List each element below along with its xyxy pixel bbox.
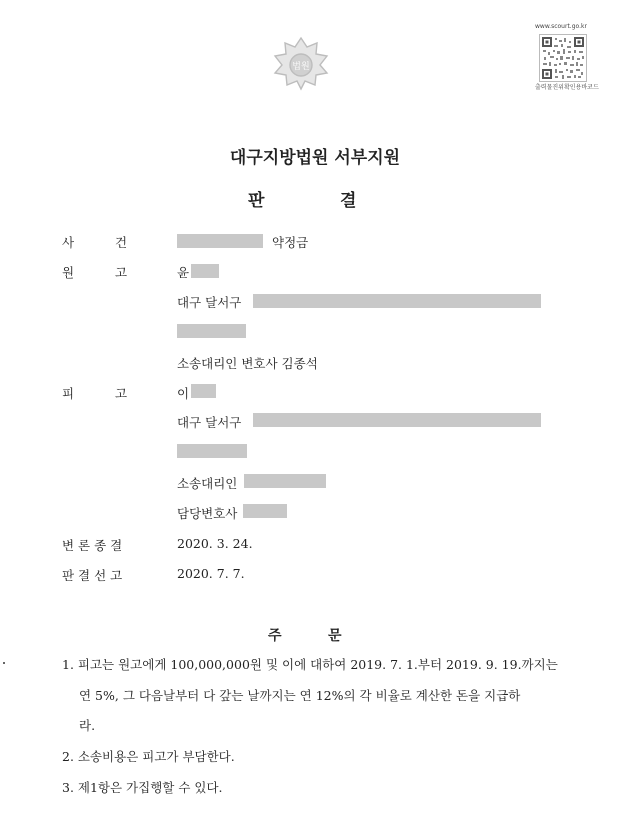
case-label-1: 사: [62, 235, 75, 250]
redacted-plaintiff-address: [253, 294, 541, 308]
redacted-defendant-address-2: [177, 444, 247, 458]
defendant-name: 이: [177, 386, 190, 401]
order-item-3: 3. 제1항은 가집행할 수 있다.: [62, 780, 223, 795]
order-item-1-line-1: 1. 피고는 원고에게 100,000,000원 및 이에 대하여 2019. 7. 1.부터 2019. 9. 19.까지는: [62, 657, 558, 672]
defendant-attorney-label: 담당변호사: [177, 506, 238, 521]
order-item-1-line-3: 라.: [79, 718, 96, 733]
qr-caption: 출력물진위확인용바코드: [535, 84, 599, 91]
case-label-2: 건: [115, 235, 128, 250]
closing-label: 변 론 종 결: [62, 538, 123, 553]
document-title-1: 판: [248, 191, 265, 211]
order-heading-2: 문: [328, 628, 342, 644]
plaintiff-name: 윤: [177, 265, 190, 280]
qr-url: www.scourt.go.kr: [535, 23, 587, 30]
redacted-plaintiff-address-2: [177, 324, 246, 338]
judgment-label: 판 결 선 고: [62, 568, 123, 583]
closing-date: 2020. 3. 24.: [177, 536, 253, 551]
plaintiff-representative: 소송대리인 변호사 김종석: [177, 356, 318, 371]
redacted-case-number: [177, 234, 263, 248]
plaintiff-address: 대구 달서구: [177, 295, 242, 310]
redacted-defendant-representative: [244, 474, 326, 488]
qr-code-icon: [539, 34, 587, 82]
margin-mark: [3, 662, 5, 664]
plaintiff-label-2: 고: [115, 265, 128, 280]
document-title-2: 결: [340, 191, 357, 211]
redacted-defendant-name: [191, 384, 216, 398]
case-name: 약정금: [272, 235, 309, 250]
court-emblem: [270, 35, 332, 91]
redacted-defendant-address: [253, 413, 541, 427]
defendant-representative-label: 소송대리인: [177, 476, 238, 491]
defendant-label-1: 피: [62, 386, 75, 401]
redacted-defendant-attorney: [243, 504, 287, 518]
order-item-2: 2. 소송비용은 피고가 부담한다.: [62, 749, 235, 764]
redacted-plaintiff-name: [191, 264, 219, 278]
order-heading-1: 주: [268, 628, 282, 644]
court-name: 대구지방법원 서부지원: [229, 148, 401, 168]
defendant-label-2: 고: [115, 386, 128, 401]
judgment-date: 2020. 7. 7.: [177, 566, 245, 581]
plaintiff-label-1: 원: [62, 265, 75, 280]
emblem-text: 법원: [292, 62, 310, 72]
order-item-1-line-2: 연 5%, 그 다음날부터 다 갚는 날까지는 연 12%의 각 비율로 계산한 돈을 지급하: [79, 688, 521, 703]
defendant-address: 대구 달서구: [177, 415, 242, 430]
